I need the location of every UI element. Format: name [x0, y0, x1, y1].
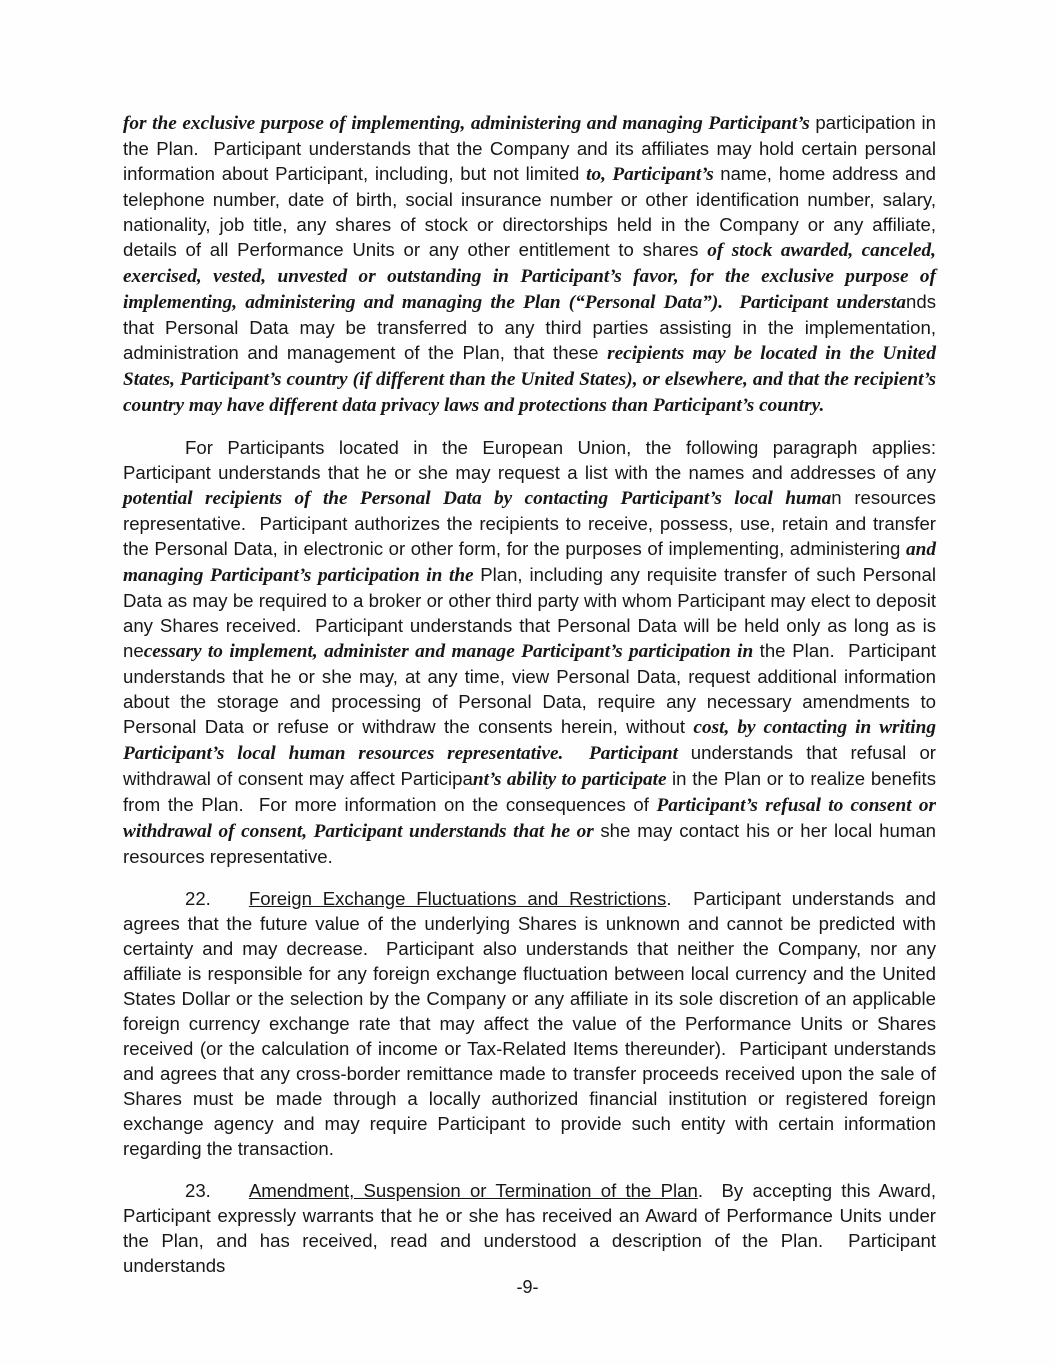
section-heading: Amendment, Suspension or Termination of the Plan	[248, 1180, 698, 1201]
page-number: -9-	[516, 1277, 539, 1297]
text-run: Plan, including any requisite transfer of such Personal Data as may be required to a broker or other third party with whom Participant may elect to deposit any Shares received. Participant understands that Personal Data will be held only as long as is ne	[123, 564, 936, 661]
text-run: nds that Personal Data may be transferred to any third parties assisting in the implementation, administration and management of the Plan, that these	[123, 291, 936, 363]
text-run: For Participants located in the European Union, the following paragraph applies: Participant understands that he or she may request a list with the names and addresses of any	[123, 437, 936, 483]
text-run: of stock awarded, canceled, exercised, vested, unvested or outstanding in Participant’s favor, for the exclusive purpose of implementing, administering and managing the Plan (“Personal Data”). Participant understa	[123, 240, 936, 313]
document-body	[123, 110, 936, 1295]
text-run: nt’s ability to participate	[472, 769, 672, 790]
text-run: cost, by contacting in writing Participant’s local human resources representative. Participant	[123, 717, 936, 764]
text-run: participation in the Plan. Participant understands that the Company and its affiliates may hold certain personal information about Participant, including, but not limited	[123, 112, 936, 184]
text-run: 23.	[185, 1180, 211, 1201]
text-run: and managing Participant’s participation in the	[123, 539, 936, 586]
text-run: recipients may be located in the United States, Participant’s country (if different than the United States), or elsewhere, and that the recipient’s country may have different data privacy laws and protections than Participant’s country.	[123, 343, 936, 416]
continuation-paragraph	[123, 110, 936, 418]
text-run: in the Plan or to realize benefits from the Plan. For more information on the consequences of	[123, 768, 937, 815]
text-run: . Participant understands and agrees that the future value of the underlying Shares is unknown and cannot be predicted with certainty and may decrease. Participant also understands that neither the Company, nor any affiliate is responsible for any foreign exchange fluctuation between local currency and the United States Dollar or the selection by the Company or any affiliate in its sole discretion of an applicable foreign currency exchange rate that may affect the value of the Performance Units or Shares received (or the calculation of income or Tax-Related Items thereunder). Participant understands and agrees that any cross-border remittance made to transfer proceeds received upon the sale of Shares must be made through a locally authorized financial institution or registered foreign exchange agency and may require Participant to provide such entity with certain information regarding the transaction.	[123, 888, 936, 1159]
text-run: to, Participant’s	[586, 164, 721, 185]
text-run: understands that refusal or withdrawal of consent may affect Participa	[123, 742, 936, 789]
eu-data-privacy-paragraph	[123, 435, 936, 869]
section-heading: Foreign Exchange Fluctuations and Restrictions	[248, 888, 667, 909]
text-run: Participant’s refusal to consent or withdrawal of consent, Participant understands that he or	[123, 795, 936, 842]
text-run: potential recipients of the Personal Data by contacting Participant’s local huma	[123, 488, 832, 509]
text-run: . By accepting this Award, Participant expressly warrants that he or she has received an Award of Performance Units under the Plan, and has received, read and understood a description of the Plan. Participant understands	[123, 1180, 937, 1276]
text-run: name, home address and telephone number, date of birth, social insurance number or other identification number, salary, nationality, job title, any shares of stock or directorships held in the Company or any affiliate, details of all Performance Units or any other entitlement to shares	[123, 163, 937, 260]
text-run: for the exclusive purpose of implementing, administering and managing Participant’s	[123, 113, 816, 134]
text-run: she may contact his or her local human resources representative.	[123, 820, 937, 867]
text-run: cessary to implement, administer and manage Participant’s participation in	[143, 641, 760, 662]
text-run: n resources representative. Participant authorizes the recipients to receive, possess, use, retain and transfer the Personal Data, in electronic or other form, for the purposes of implementing, administering	[123, 487, 936, 559]
section-23-paragraph	[123, 1178, 936, 1278]
section-22-paragraph	[123, 886, 936, 1161]
text-run: the Plan. Participant understands that he or she may, at any time, view Personal Data, request additional information about the storage and processing of Personal Data, require any necessary amendments to Personal Data or refuse or withdraw the consents herein, without	[123, 640, 936, 737]
text-run: 22.	[185, 888, 211, 909]
